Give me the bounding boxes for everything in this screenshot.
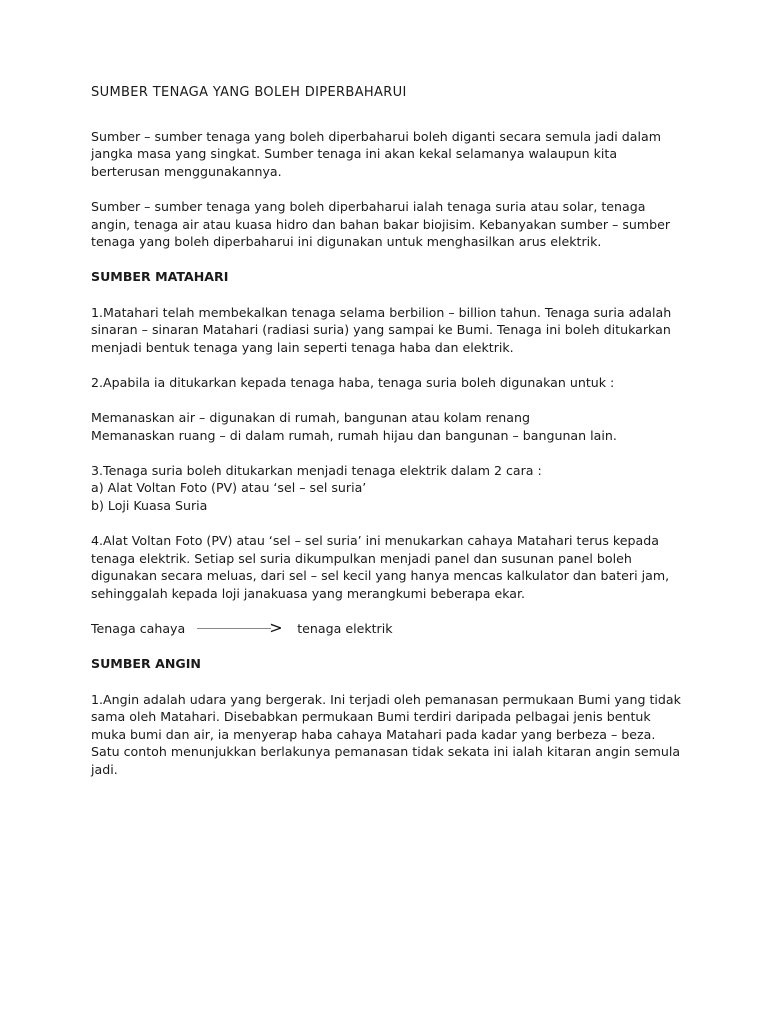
matahari-paragraph-4: 4.Alat Voltan Foto (PV) atau ‘sel – sel suria’ ini menukarkan cahaya Matahari terus kepada tenaga elektrik. Setiap sel suria dikumpulkan menjadi panel dan susunan panel boleh digunakan secara meluas, dari sel – sel kecil yang hanya mencas kalkulator dan bateri jam, sehinggalah kepada loji janakuasa yang merangkumi beberapa ekar. — [91, 533, 670, 602]
section-heading-angin: SUMBER ANGIN — [91, 656, 201, 672]
section-heading-matahari: SUMBER MATAHARI — [91, 269, 229, 285]
flow-target-label: tenaga elektrik — [297, 621, 393, 637]
intro-paragraph-2: Sumber – sumber tenaga yang boleh diperbaharui ialah tenaga suria atau solar, tenaga angin, tenaga air atau kuasa hidro dan bahan bakar biojisim. Kebanyakan sumber – sumber tenaga yang boleh diperbaharui ini digunakan untuk menghasilkan arus elektrik. — [91, 198, 671, 250]
intro-paragraph-1: Sumber – sumber tenaga yang boleh diperbaharui boleh diganti secara semula jadi dalam jangka masa yang singkat. Sumber tenaga ini akan kekal selamanya walaupun kita berterusan menggunakannya. — [91, 128, 661, 179]
energy-conversion-flow — [91, 620, 691, 638]
document-page — [91, 84, 691, 796]
matahari-paragraph-2: 2.Apabila ia ditukarkan kepada tenaga haba, tenaga suria boleh digunakan untuk : — [91, 374, 615, 390]
angin-paragraph-1: 1.Angin adalah udara yang bergerak. Ini terjadi oleh pemanasan permukaan Bumi yang tidak sama oleh Matahari. Disebabkan permukaan Bumi terdiri daripada pelbagai jenis bentuk muka bumi dan air, ia menyerap haba cahaya Matahari pada kadar yang berbeza – beza. Satu contoh menunjukkan berlakunya pemanasan tidak sekata ini ialah kitaran angin semula jadi. — [91, 691, 681, 777]
document-title: SUMBER TENAGA YANG BOLEH DIPERBAHARUI — [91, 85, 407, 100]
matahari-paragraph-3: 3.Tenaga suria boleh ditukarkan menjadi tenaga elektrik dalam 2 cara : a) Alat Voltan Foto (PV) atau ‘sel – sel suria’ b) Loji Kuasa Suria — [91, 462, 542, 514]
matahari-paragraph-1: 1.Matahari telah membekalkan tenaga selama berbilion – billion tahun. Tenaga suria adalah sinaran – sinaran Matahari (radiasi suria) yang sampai ke Bumi. Tenaga ini boleh ditukarkan menjadi bentuk tenaga yang lain seperti tenaga haba dan elektrik. — [91, 304, 672, 355]
matahari-uses-list: Memanaskan air – digunakan di rumah, bangunan atau kolam renang Memanaskan ruang – di dalam rumah, rumah hijau dan bangunan – bangunan lain. — [91, 410, 617, 443]
flow-source-label: Tenaga cahaya — [91, 621, 186, 637]
right-arrow-icon: > — [197, 620, 287, 638]
